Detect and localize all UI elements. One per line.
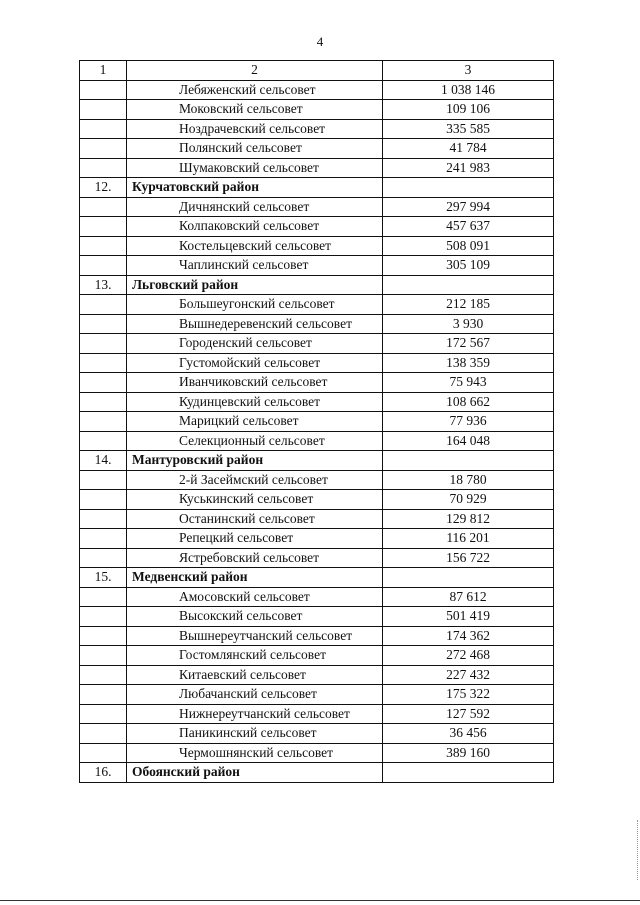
amount-cell: 18 780 xyxy=(383,470,554,490)
amount-cell: 156 722 xyxy=(383,548,554,568)
municipality-name-cell: Кудинцевский сельсовет xyxy=(127,392,383,412)
table-row xyxy=(80,529,554,549)
amount-cell: 109 106 xyxy=(383,100,554,120)
amount-cell: 457 637 xyxy=(383,217,554,237)
table-row xyxy=(80,217,554,237)
amount-cell xyxy=(383,275,554,295)
table-row xyxy=(80,334,554,354)
district-name-cell: Мантуровский район xyxy=(127,451,383,471)
amount-cell: 335 585 xyxy=(383,119,554,139)
table-row xyxy=(80,373,554,393)
table-row xyxy=(80,704,554,724)
municipality-name-cell: Дичнянский сельсовет xyxy=(127,197,383,217)
row-number-cell xyxy=(80,217,127,237)
amount-cell: 175 322 xyxy=(383,685,554,705)
row-number-cell xyxy=(80,412,127,432)
row-number-cell xyxy=(80,139,127,159)
district-row xyxy=(80,763,554,783)
amount-cell: 305 109 xyxy=(383,256,554,276)
district-row xyxy=(80,451,554,471)
table-row xyxy=(80,587,554,607)
row-number-cell xyxy=(80,119,127,139)
amount-cell: 212 185 xyxy=(383,295,554,315)
row-number-cell xyxy=(80,626,127,646)
amount-cell: 70 929 xyxy=(383,490,554,510)
table-row xyxy=(80,119,554,139)
row-number-cell xyxy=(80,646,127,666)
table-row xyxy=(80,724,554,744)
amount-cell xyxy=(383,451,554,471)
table-row xyxy=(80,646,554,666)
amount-cell xyxy=(383,568,554,588)
row-number-cell xyxy=(80,236,127,256)
table-row xyxy=(80,295,554,315)
amount-cell: 127 592 xyxy=(383,704,554,724)
table-row xyxy=(80,607,554,627)
row-number-cell xyxy=(80,490,127,510)
row-number-cell xyxy=(80,607,127,627)
municipality-name-cell: Останинский сельсовет xyxy=(127,509,383,529)
table-header-row xyxy=(80,61,554,81)
district-name-cell: Обоянский район xyxy=(127,763,383,783)
municipality-name-cell: Городенский сельсовет xyxy=(127,334,383,354)
municipality-name-cell: Лебяженский сельсовет xyxy=(127,80,383,100)
row-number-cell xyxy=(80,334,127,354)
municipality-name-cell: Густомойский сельсовет xyxy=(127,353,383,373)
table-row xyxy=(80,431,554,451)
table-row xyxy=(80,548,554,568)
table-row xyxy=(80,470,554,490)
district-row xyxy=(80,568,554,588)
table-row xyxy=(80,80,554,100)
row-number-cell xyxy=(80,587,127,607)
table-row xyxy=(80,490,554,510)
amount-cell: 87 612 xyxy=(383,587,554,607)
municipality-name-cell: Паникинский сельсовет xyxy=(127,724,383,744)
row-number-cell xyxy=(80,353,127,373)
amount-cell: 501 419 xyxy=(383,607,554,627)
amount-cell: 116 201 xyxy=(383,529,554,549)
row-number-cell xyxy=(80,431,127,451)
row-number-cell xyxy=(80,548,127,568)
row-number-cell xyxy=(80,314,127,334)
row-number-cell xyxy=(80,373,127,393)
municipality-name-cell: Амосовский сельсовет xyxy=(127,587,383,607)
district-name-cell: Медвенский район xyxy=(127,568,383,588)
table-row xyxy=(80,100,554,120)
header-col-3: 3 xyxy=(383,61,554,81)
row-number-cell xyxy=(80,295,127,315)
amount-cell: 174 362 xyxy=(383,626,554,646)
row-number-cell xyxy=(80,470,127,490)
amount-cell: 508 091 xyxy=(383,236,554,256)
row-number-cell: 15. xyxy=(80,568,127,588)
municipality-name-cell: Большеугонский сельсовет xyxy=(127,295,383,315)
amount-cell: 108 662 xyxy=(383,392,554,412)
district-row xyxy=(80,178,554,198)
municipality-name-cell: Марицкий сельсовет xyxy=(127,412,383,432)
amount-cell: 227 432 xyxy=(383,665,554,685)
amount-cell: 172 567 xyxy=(383,334,554,354)
row-number-cell xyxy=(80,704,127,724)
row-number-cell xyxy=(80,665,127,685)
row-number-cell xyxy=(80,256,127,276)
amount-cell: 36 456 xyxy=(383,724,554,744)
header-col-1: 1 xyxy=(80,61,127,81)
row-number-cell xyxy=(80,724,127,744)
page-number: 4 xyxy=(316,34,324,49)
municipality-name-cell: Вышнереутчанский сельсовет xyxy=(127,626,383,646)
table-row xyxy=(80,314,554,334)
amount-cell: 241 983 xyxy=(383,158,554,178)
table-row xyxy=(80,509,554,529)
row-number-cell xyxy=(80,80,127,100)
row-number-cell xyxy=(80,509,127,529)
row-number-cell xyxy=(80,158,127,178)
municipality-name-cell: Чаплинский сельсовет xyxy=(127,256,383,276)
district-name-cell: Курчатовский район xyxy=(127,178,383,198)
municipality-name-cell: Любачанский сельсовет xyxy=(127,685,383,705)
amount-cell: 164 048 xyxy=(383,431,554,451)
row-number-cell xyxy=(80,685,127,705)
amount-cell xyxy=(383,763,554,783)
amount-cell xyxy=(383,178,554,198)
scan-edge-marks xyxy=(636,820,638,880)
municipality-name-cell: Гостомлянский сельсовет xyxy=(127,646,383,666)
amount-cell: 3 930 xyxy=(383,314,554,334)
municipality-name-cell: Ноздрачевский сельсовет xyxy=(127,119,383,139)
row-number-cell xyxy=(80,392,127,412)
municipality-name-cell: Нижнереутчанский сельсовет xyxy=(127,704,383,724)
bottom-rule xyxy=(0,900,640,901)
table-row xyxy=(80,236,554,256)
row-number-cell: 13. xyxy=(80,275,127,295)
municipality-name-cell: Вышнедеревенский сельсовет xyxy=(127,314,383,334)
municipality-name-cell: Китаевский сельсовет xyxy=(127,665,383,685)
row-number-cell xyxy=(80,743,127,763)
row-number-cell xyxy=(80,100,127,120)
municipality-name-cell: Колпаковский сельсовет xyxy=(127,217,383,237)
municipality-name-cell: Куськинский сельсовет xyxy=(127,490,383,510)
table-row xyxy=(80,392,554,412)
table-row xyxy=(80,665,554,685)
table-row xyxy=(80,685,554,705)
municipality-name-cell: Костельцевский сельсовет xyxy=(127,236,383,256)
amount-cell: 41 784 xyxy=(383,139,554,159)
table-row xyxy=(80,158,554,178)
allocation-table xyxy=(79,60,554,783)
district-row xyxy=(80,275,554,295)
municipality-name-cell: Моковский сельсовет xyxy=(127,100,383,120)
amount-cell: 129 812 xyxy=(383,509,554,529)
municipality-name-cell: Высокский сельсовет xyxy=(127,607,383,627)
municipality-name-cell: Шумаковский сельсовет xyxy=(127,158,383,178)
table-row xyxy=(80,197,554,217)
table-row xyxy=(80,412,554,432)
municipality-name-cell: Полянский сельсовет xyxy=(127,139,383,159)
row-number-cell xyxy=(80,529,127,549)
row-number-cell xyxy=(80,197,127,217)
district-name-cell: Льговский район xyxy=(127,275,383,295)
row-number-cell: 14. xyxy=(80,451,127,471)
table-row xyxy=(80,353,554,373)
municipality-name-cell: Иванчиковский сельсовет xyxy=(127,373,383,393)
table-row xyxy=(80,626,554,646)
row-number-cell: 12. xyxy=(80,178,127,198)
amount-cell: 138 359 xyxy=(383,353,554,373)
amount-cell: 77 936 xyxy=(383,412,554,432)
municipality-name-cell: Чермошнянский сельсовет xyxy=(127,743,383,763)
amount-cell: 1 038 146 xyxy=(383,80,554,100)
row-number-cell: 16. xyxy=(80,763,127,783)
amount-cell: 75 943 xyxy=(383,373,554,393)
municipality-name-cell: Селекционный сельсовет xyxy=(127,431,383,451)
municipality-name-cell: Ястребовский сельсовет xyxy=(127,548,383,568)
table-row xyxy=(80,256,554,276)
table-row xyxy=(80,139,554,159)
municipality-name-cell: 2-й Засеймский сельсовет xyxy=(127,470,383,490)
amount-cell: 297 994 xyxy=(383,197,554,217)
header-col-2: 2 xyxy=(127,61,383,81)
municipality-name-cell: Репецкий сельсовет xyxy=(127,529,383,549)
amount-cell: 389 160 xyxy=(383,743,554,763)
amount-cell: 272 468 xyxy=(383,646,554,666)
table-row xyxy=(80,743,554,763)
